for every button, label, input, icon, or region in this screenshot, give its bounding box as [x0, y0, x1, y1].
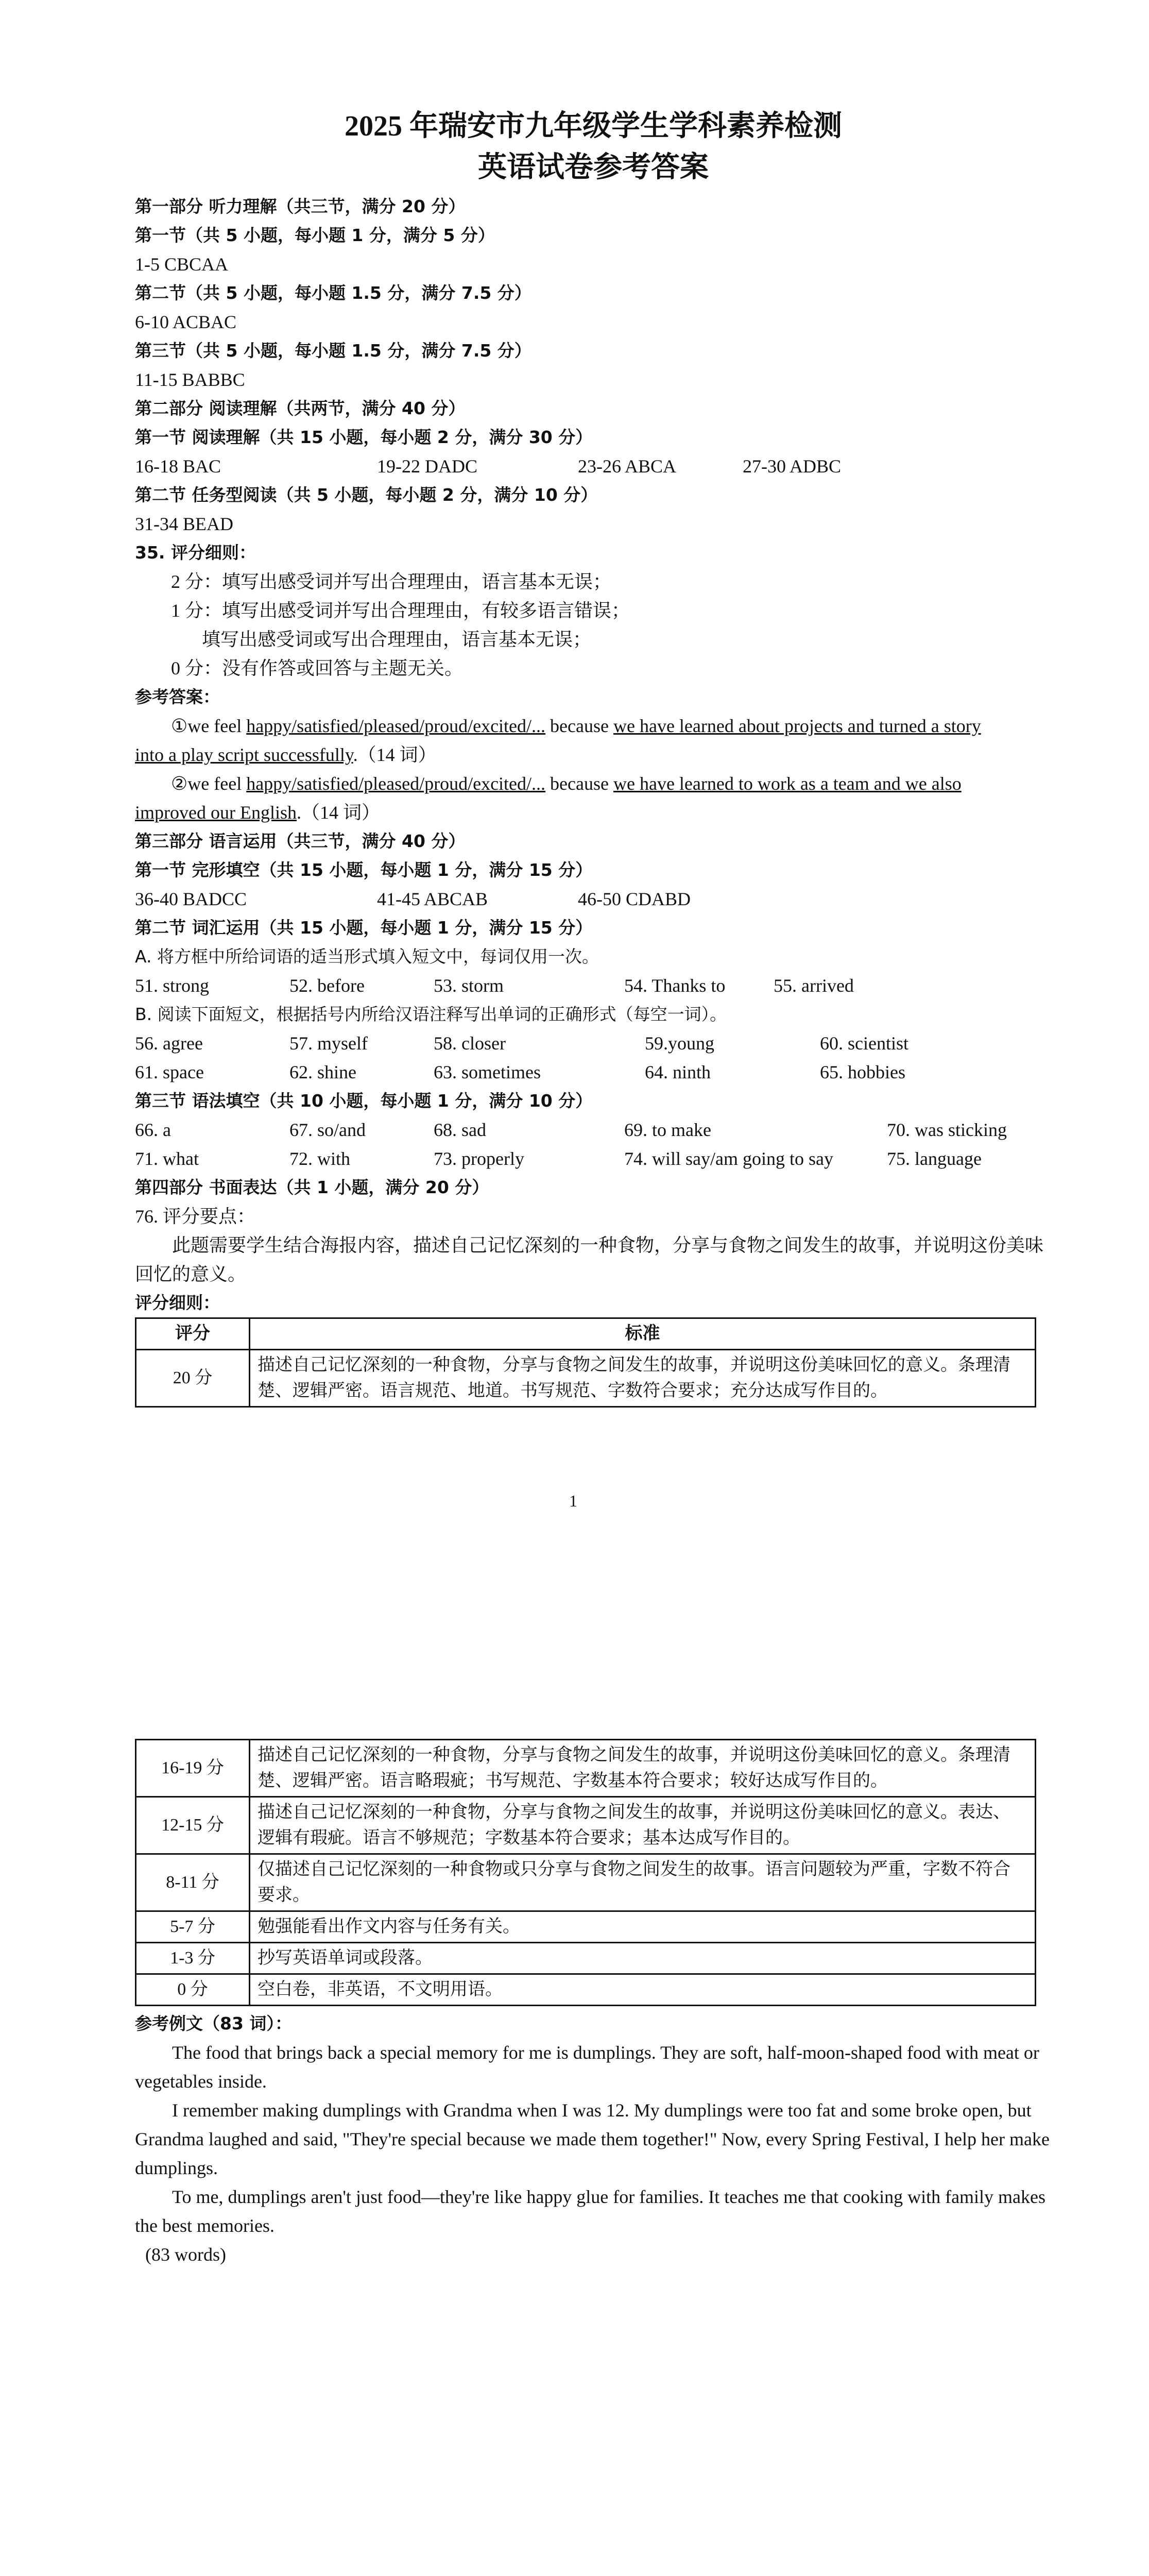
answer-group: 36-40 BADCC: [135, 889, 247, 909]
answer-item: 74. will say/am going to say: [624, 1148, 833, 1169]
document-subtitle: 英语试卷参考答案: [478, 151, 709, 183]
q35-rule: 0 分：没有作答或回答与主题无关。: [171, 658, 464, 679]
score-cell: 1-3 分: [136, 1943, 250, 1974]
answer-item: 56. agree: [135, 1033, 203, 1054]
answer-item: 61. space: [135, 1062, 204, 1082]
criteria-cell: 勉强能看出作文内容与任务有关。: [250, 1911, 1036, 1943]
answer-item: 68. sad: [434, 1120, 486, 1140]
score-cell: 12-15 分: [136, 1797, 250, 1854]
answer-item: 54. Thanks to: [624, 975, 726, 996]
scoring-table: [135, 1317, 1036, 1408]
answer-item: 73. properly: [434, 1148, 524, 1169]
part2-section2-heading: 第二节 任务型阅读（共 5 小题，每小题 2 分，满分 10 分）: [135, 485, 598, 505]
part2-section1-heading: 第一节 阅读理解（共 15 小题，每小题 2 分，满分 30 分）: [135, 427, 593, 447]
score-cell: 16-19 分: [136, 1740, 250, 1797]
part3-section1-heading: 第一节 完形填空（共 15 小题，每小题 1 分，满分 15 分）: [135, 860, 593, 880]
score-cell: 20 分: [136, 1350, 250, 1407]
reference-answer-2-cont: [135, 798, 1052, 827]
answer-item: 64. ninth: [645, 1062, 711, 1082]
reference-answer-2: [135, 769, 1052, 798]
ref-text: ②we feel: [171, 773, 247, 794]
answer-item: 55. arrived: [774, 975, 854, 996]
criteria-cell: 描述自己记忆深刻的一种食物，分享与食物之间发生的故事，并说明这份美味回忆的意义。条理清楚、逻辑严密。语言规范、地道。书写规范、字数符合要求；充分达成写作目的。: [250, 1350, 1036, 1407]
ref-word-count: .（14 词）: [353, 744, 437, 765]
answer-item: 62. shine: [289, 1062, 356, 1082]
criteria-cell: 描述自己记忆深刻的一种食物，分享与食物之间发生的故事，并说明这份美味回忆的意义。表达、逻辑有瑕疵。语言不够规范；字数基本符合要求；基本达成写作目的。: [250, 1797, 1036, 1854]
rules-label: 评分细则：: [135, 1293, 220, 1313]
answer-item: 58. closer: [434, 1033, 506, 1054]
part3-section3-answers-row1: [135, 1115, 1052, 1144]
table-header-row: [136, 1318, 1036, 1350]
part1-heading: 第一部分 听力理解（共三节，满分 20 分）: [135, 196, 466, 216]
table-row: [136, 1854, 1036, 1911]
q35-rule: 填写出感受词或写出合理理由，语言基本无误；: [202, 629, 592, 650]
part2-section2-answer: 31-34 BEAD: [135, 514, 233, 534]
sample-word-count: (83 words): [145, 2244, 226, 2265]
part3-heading: 第三部分 语言运用（共三节，满分 40 分）: [135, 831, 466, 851]
ref-text: because: [545, 773, 613, 794]
answer-group: 41-45 ABCAB: [377, 889, 488, 909]
sample-paragraph-1: The food that brings back a special memory for me is dumplings. They are soft, half-moon-shaped food with meat or vegetables inside.: [135, 2042, 1039, 2092]
q76-label: 76. 评分要点：: [135, 1206, 256, 1227]
ref-reason: we have learned about projects and turned a story: [613, 716, 981, 736]
part3-section2b-answers-row1: [135, 1029, 1052, 1058]
table-row: [136, 1350, 1036, 1407]
criteria-cell: 描述自己记忆深刻的一种食物，分享与食物之间发生的故事，并说明这份美味回忆的意义。条理清楚、逻辑严密。语言略瑕疵；书写规范、字数基本符合要求；较好达成写作目的。: [250, 1740, 1036, 1797]
scoring-table-continued: [135, 1739, 1036, 2006]
criteria-cell: 空白卷，非英语，不文明用语。: [250, 1974, 1036, 2006]
answer-group: 16-18 BAC: [135, 456, 221, 477]
table-row: [136, 1974, 1036, 2006]
answer-item: 53. storm: [434, 975, 504, 996]
answer-item: 59.young: [645, 1033, 714, 1054]
document-title: 2025 年瑞安市九年级学生学科素养检测: [345, 110, 842, 142]
answer-sheet-page-2: [135, 1739, 1052, 2269]
part2-heading: 第二部分 阅读理解（共两节，满分 40 分）: [135, 398, 466, 418]
table-row: [136, 1797, 1036, 1854]
answer-item: 70. was sticking: [887, 1120, 1007, 1140]
part3-section2b-answers-row2: [135, 1058, 1052, 1087]
answer-item: 66. a: [135, 1120, 171, 1140]
ref-word-count: .（14 词）: [296, 802, 380, 823]
answer-item: 52. before: [289, 975, 365, 996]
reference-answer-label: 参考答案：: [135, 687, 220, 707]
part3-section2a-answers: [135, 971, 1052, 1000]
part1-section3-heading: 第三节（共 5 小题，每小题 1.5 分，满分 7.5 分）: [135, 341, 531, 361]
part3-section1-answers: [135, 885, 1052, 913]
part4-heading: 第四部分 书面表达（共 1 小题，满分 20 分）: [135, 1177, 489, 1197]
score-cell: 5-7 分: [136, 1911, 250, 1943]
answer-group: 23-26 ABCA: [578, 456, 677, 477]
answer-item: 51. strong: [135, 975, 209, 996]
page-number: 1: [569, 1492, 577, 1510]
q35-rule: 2 分：填写出感受词并写出合理理由，语言基本无误；: [171, 571, 612, 592]
part3-section2b-instruction: B. 阅读下面短文，根据括号内所给汉语注释写出单词的正确形式（每空一词）。: [135, 1004, 727, 1024]
answer-item: 75. language: [887, 1148, 982, 1169]
part1-section3-answer: 11-15 BABBC: [135, 369, 245, 390]
part3-section3-answers-row2: [135, 1144, 1052, 1173]
answer-item: 67. so/and: [289, 1120, 366, 1140]
answer-item: 65. hobbies: [820, 1062, 905, 1082]
table-row: [136, 1943, 1036, 1974]
criteria-cell: 仅描述自己记忆深刻的一种食物或只分享与食物之间发生的故事。语言问题较为严重，字数不符合要求。: [250, 1854, 1036, 1911]
header-score: 评分: [136, 1318, 250, 1350]
part1-section1-heading: 第一节（共 5 小题，每小题 1 分，满分 5 分）: [135, 225, 495, 245]
answer-group: 19-22 DADC: [377, 456, 477, 477]
answer-sheet-page-1: [135, 106, 1052, 1408]
reference-answer-1-cont: [135, 740, 1052, 769]
q76-text: 此题需要学生结合海报内容，描述自己记忆深刻的一种食物，分享与食物之间发生的故事，并说明这份美味回忆的意义。: [135, 1235, 1044, 1284]
q35-label: 35. 评分细则：: [135, 543, 256, 563]
q35-rule: 1 分：填写出感受词并写出合理理由，有较多语言错误；: [171, 600, 630, 621]
header-criteria: 标准: [250, 1318, 1036, 1350]
answer-item: 60. scientist: [820, 1033, 908, 1054]
ref-reason: improved our English: [135, 802, 297, 823]
answer-item: 63. sometimes: [434, 1062, 541, 1082]
ref-text: ①we feel: [171, 716, 247, 736]
part3-section2a-instruction: A. 将方框中所给词语的适当形式填入短文中，每词仅用一次。: [135, 946, 599, 967]
part1-section1-answer: 1-5 CBCAA: [135, 254, 229, 275]
sample-essay-label: 参考例文（83 词）：: [135, 2013, 292, 2033]
part2-section1-answers: [135, 452, 1052, 481]
answer-group: 27-30 ADBC: [743, 456, 842, 477]
sample-paragraph-2: I remember making dumplings with Grandma when I was 12. My dumplings were too fat and some broke open, but Grandma laughed and said, "They're special because we made them together!" Now, every Spring Festival, I help her make dumplings.: [135, 2100, 1050, 2178]
part1-section2-heading: 第二节（共 5 小题，每小题 1.5 分，满分 7.5 分）: [135, 283, 531, 303]
reference-answer-1: [135, 711, 1052, 740]
page-2: [0, 1571, 1149, 2576]
answer-item: 69. to make: [624, 1120, 711, 1140]
answer-item: 57. myself: [289, 1033, 368, 1054]
table-row: [136, 1740, 1036, 1797]
score-cell: 0 分: [136, 1974, 250, 2006]
part1-section2-answer: 6-10 ACBAC: [135, 312, 237, 332]
ref-reason: we have learned to work as a team and we also: [613, 773, 962, 794]
part3-section3-heading: 第三节 语法填空（共 10 小题，每小题 1 分，满分 10 分）: [135, 1091, 593, 1111]
answer-group: 46-50 CDABD: [578, 889, 691, 909]
ref-feeling-words: happy/satisfied/pleased/proud/excited/...: [246, 773, 546, 794]
part3-section2-heading: 第二节 词汇运用（共 15 小题，每小题 1 分，满分 15 分）: [135, 918, 593, 938]
answer-item: 71. what: [135, 1148, 199, 1169]
score-cell: 8-11 分: [136, 1854, 250, 1911]
ref-reason: into a play script successfully: [135, 744, 353, 765]
answer-item: 72. with: [289, 1148, 351, 1169]
criteria-cell: 抄写英语单词或段落。: [250, 1943, 1036, 1974]
table-row: [136, 1911, 1036, 1943]
ref-text: because: [545, 716, 613, 736]
ref-feeling-words: happy/satisfied/pleased/proud/excited/...: [246, 716, 546, 736]
sample-paragraph-3: To me, dumplings aren't just food—they're like happy glue for families. It teaches me that cooking with family makes the best memories.: [135, 2187, 1046, 2236]
